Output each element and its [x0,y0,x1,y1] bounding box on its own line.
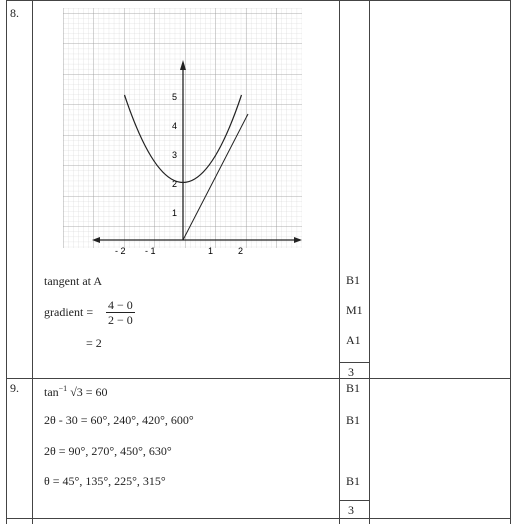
question-number-8: 8. [10,6,19,20]
q8-mark-a1: A1 [346,333,361,347]
q8-total: 3 [348,365,354,379]
question-number-9: 9. [10,381,19,395]
y-tick-1: 1 [172,208,178,218]
q9-mark-3: B1 [346,474,361,488]
y-tick-2: 2 [172,179,178,189]
q9-line-2: 2θ - 30 = 60°, 240°, 420°, 600° [44,413,194,427]
q9-mark-2: B1 [346,413,361,427]
x-tick-neg2: - 2 [115,246,126,256]
gradient-result: = 2 [86,336,102,350]
inverse-superscript: −1 [58,384,68,393]
q9-line-3: 2θ = 90°, 270°, 450°, 630° [44,444,172,458]
fraction-denominator: 2 − 0 [108,313,133,327]
x-tick-neg1: - 1 [145,246,156,256]
q9-line-4: θ = 45°, 135°, 225°, 315° [44,474,166,488]
y-tick-4: 4 [172,121,178,131]
fraction-numerator: 4 − 0 [108,298,133,312]
sqrt3-equals-60: √3 = 60 [70,385,108,399]
q9-total: 3 [348,503,354,517]
gradient-fraction [106,298,135,327]
parabola-graph [60,8,305,258]
gradient-label: gradient = [44,305,94,319]
tan-text: tan [44,385,59,399]
y-tick-5: 5 [172,92,178,102]
x-tick-1: 1 [208,246,214,256]
q9-mark-1: B1 [346,381,361,395]
y-tick-3: 3 [172,150,178,160]
q8-mark-b1: B1 [346,273,361,287]
tangent-at-a-text: tangent at A [44,274,102,288]
x-tick-2: 2 [238,246,244,256]
q9-line-1 [44,384,108,400]
q8-mark-m1: M1 [346,303,363,317]
